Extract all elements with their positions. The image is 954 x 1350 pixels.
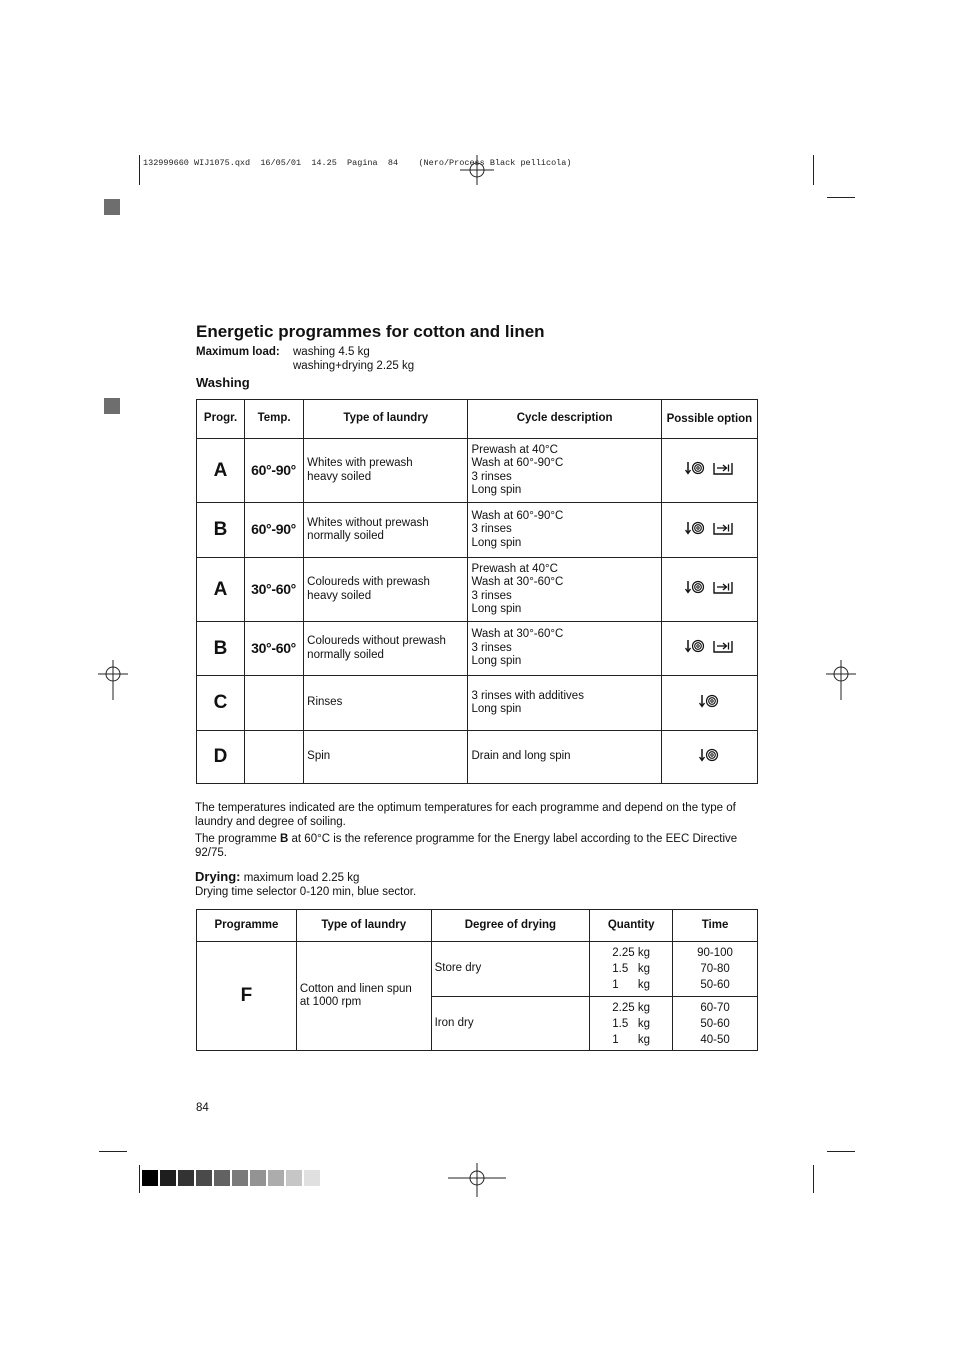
max-load-values	[293, 345, 414, 373]
color-swatch	[268, 1170, 284, 1186]
cycle-cell: Wash at 30°-60°C 3 rinses Long spin	[468, 622, 661, 676]
registration-target-icon	[98, 660, 128, 704]
rinse-hold-icon	[685, 461, 705, 480]
header-type: Type of laundry	[296, 910, 431, 942]
degree-cell: Store dry	[431, 942, 590, 997]
color-swatch	[286, 1170, 302, 1186]
drying-label: Drying:	[195, 869, 241, 884]
option-cell	[661, 731, 757, 784]
note-energy-label: The programme B at 60°C is the reference programme for the Energy label according to the EEC Directive 92/75.	[195, 833, 738, 859]
laundry-type-cell: Coloureds without prewash normally soiled	[304, 622, 468, 676]
crop-mark	[99, 1151, 127, 1152]
registration-square	[104, 398, 120, 414]
crop-mark	[827, 1151, 855, 1152]
page-title: Energetic programmes for cotton and linen	[196, 322, 545, 341]
progr-cell: C	[197, 676, 245, 731]
cycle-cell: Wash at 60°-90°C 3 rinses Long spin	[468, 503, 661, 558]
drying-info	[195, 870, 416, 899]
progr-cell: A	[197, 439, 245, 503]
table-row	[197, 622, 758, 676]
temp-cell: 30°-60°	[245, 558, 304, 622]
extra-rinse-icon	[713, 639, 733, 658]
header-programme: Programme	[197, 910, 297, 942]
rinse-hold-icon	[699, 748, 719, 767]
extra-rinse-icon	[713, 461, 733, 480]
color-swatch	[142, 1170, 158, 1186]
laundry-type-cell: Coloureds with prewash heavy soiled	[304, 558, 468, 622]
registration-square	[104, 199, 120, 215]
registration-target-icon	[460, 155, 494, 189]
color-swatch	[196, 1170, 212, 1186]
temp-cell	[245, 676, 304, 731]
color-swatch	[250, 1170, 266, 1186]
rinse-hold-icon	[685, 521, 705, 540]
color-swatch	[160, 1170, 176, 1186]
header-progr: Progr.	[197, 400, 245, 439]
header-type: Type of laundry	[304, 400, 468, 439]
time-cell: 60-70 50-60 40-50	[673, 997, 758, 1051]
quantity-cell: 2.25 kg 1.5 kg 1 kg	[590, 942, 673, 997]
extra-rinse-icon	[713, 580, 733, 599]
color-swatch	[214, 1170, 230, 1186]
quantity-cell: 2.25 kg 1.5 kg 1 kg	[590, 997, 673, 1051]
progr-cell: B	[197, 503, 245, 558]
washing-table	[196, 399, 758, 784]
header-quantity: Quantity	[590, 910, 673, 942]
extra-rinse-icon	[713, 521, 733, 540]
temp-cell	[245, 731, 304, 784]
temp-cell: 60°-90°	[245, 439, 304, 503]
temp-cell: 60°-90°	[245, 503, 304, 558]
table-row	[197, 942, 758, 997]
progr-cell: D	[197, 731, 245, 784]
option-cell	[661, 676, 757, 731]
laundry-type-cell: Whites without prewash normally soiled	[304, 503, 468, 558]
table-row	[197, 731, 758, 784]
drying-table	[196, 909, 758, 1051]
crop-mark	[827, 197, 855, 198]
option-cell	[661, 622, 757, 676]
header-option: Possible option	[661, 400, 757, 439]
laundry-type-cell: Rinses	[304, 676, 468, 731]
printer-slug: 132999660 WIJ1075.qxd 16/05/01 14.25 Pagina 84 (Nero/Process Black pellicola)	[143, 158, 572, 168]
progr-cell: B	[197, 622, 245, 676]
option-cell	[661, 503, 757, 558]
header-temp: Temp.	[245, 400, 304, 439]
rinse-hold-icon	[685, 580, 705, 599]
crop-mark	[813, 1165, 814, 1193]
progr-cell: A	[197, 558, 245, 622]
time-cell: 90-100 70-80 50-60	[673, 942, 758, 997]
note-temperatures: The temperatures indicated are the optimum temperatures for each programme and depend on the type of laundry and degree of soiling.	[195, 802, 736, 828]
type-cell: Cotton and linen spun at 1000 rpm	[296, 942, 431, 1051]
rinse-hold-icon	[699, 694, 719, 713]
cycle-cell: Drain and long spin	[468, 731, 661, 784]
option-cell	[661, 439, 757, 503]
header-degree: Degree of drying	[431, 910, 590, 942]
cycle-cell: Prewash at 40°C Wash at 30°-60°C 3 rinses Long spin	[468, 558, 661, 622]
max-load-line: washing 4.5 kg	[293, 346, 370, 358]
table-row	[197, 676, 758, 731]
degree-cell: Iron dry	[431, 997, 590, 1051]
header-cycle: Cycle description	[468, 400, 661, 439]
registration-target-icon	[448, 1163, 506, 1197]
max-load-line: washing+drying 2.25 kg	[293, 360, 415, 372]
crop-mark	[139, 155, 140, 185]
drying-header-row	[197, 910, 758, 942]
crop-mark	[813, 155, 814, 185]
table-row	[197, 558, 758, 622]
washing-header-row	[197, 400, 758, 439]
drying-time-selector: Drying time selector 0-120 min, blue sector.	[195, 886, 417, 898]
header-time: Time	[673, 910, 758, 942]
color-swatch	[232, 1170, 248, 1186]
registration-target-icon	[826, 660, 856, 704]
washing-heading: Washing	[196, 375, 250, 390]
cycle-cell: Prewash at 40°C Wash at 60°-90°C 3 rinses Long spin	[468, 439, 661, 503]
rinse-hold-icon	[685, 639, 705, 658]
drying-max-load: maximum load 2.25 kg	[243, 872, 360, 884]
table-row	[197, 439, 758, 503]
crop-mark	[139, 1165, 140, 1193]
option-cell	[661, 558, 757, 622]
temp-cell: 30°-60°	[245, 622, 304, 676]
color-swatch	[304, 1170, 320, 1186]
programme-cell: F	[197, 942, 297, 1051]
table-row	[197, 503, 758, 558]
cycle-cell: 3 rinses with additives Long spin	[468, 676, 661, 731]
color-swatch	[178, 1170, 194, 1186]
laundry-type-cell: Whites with prewash heavy soiled	[304, 439, 468, 503]
max-load-label: Maximum load:	[196, 346, 280, 358]
laundry-type-cell: Spin	[304, 731, 468, 784]
page-number: 84	[196, 1102, 209, 1114]
